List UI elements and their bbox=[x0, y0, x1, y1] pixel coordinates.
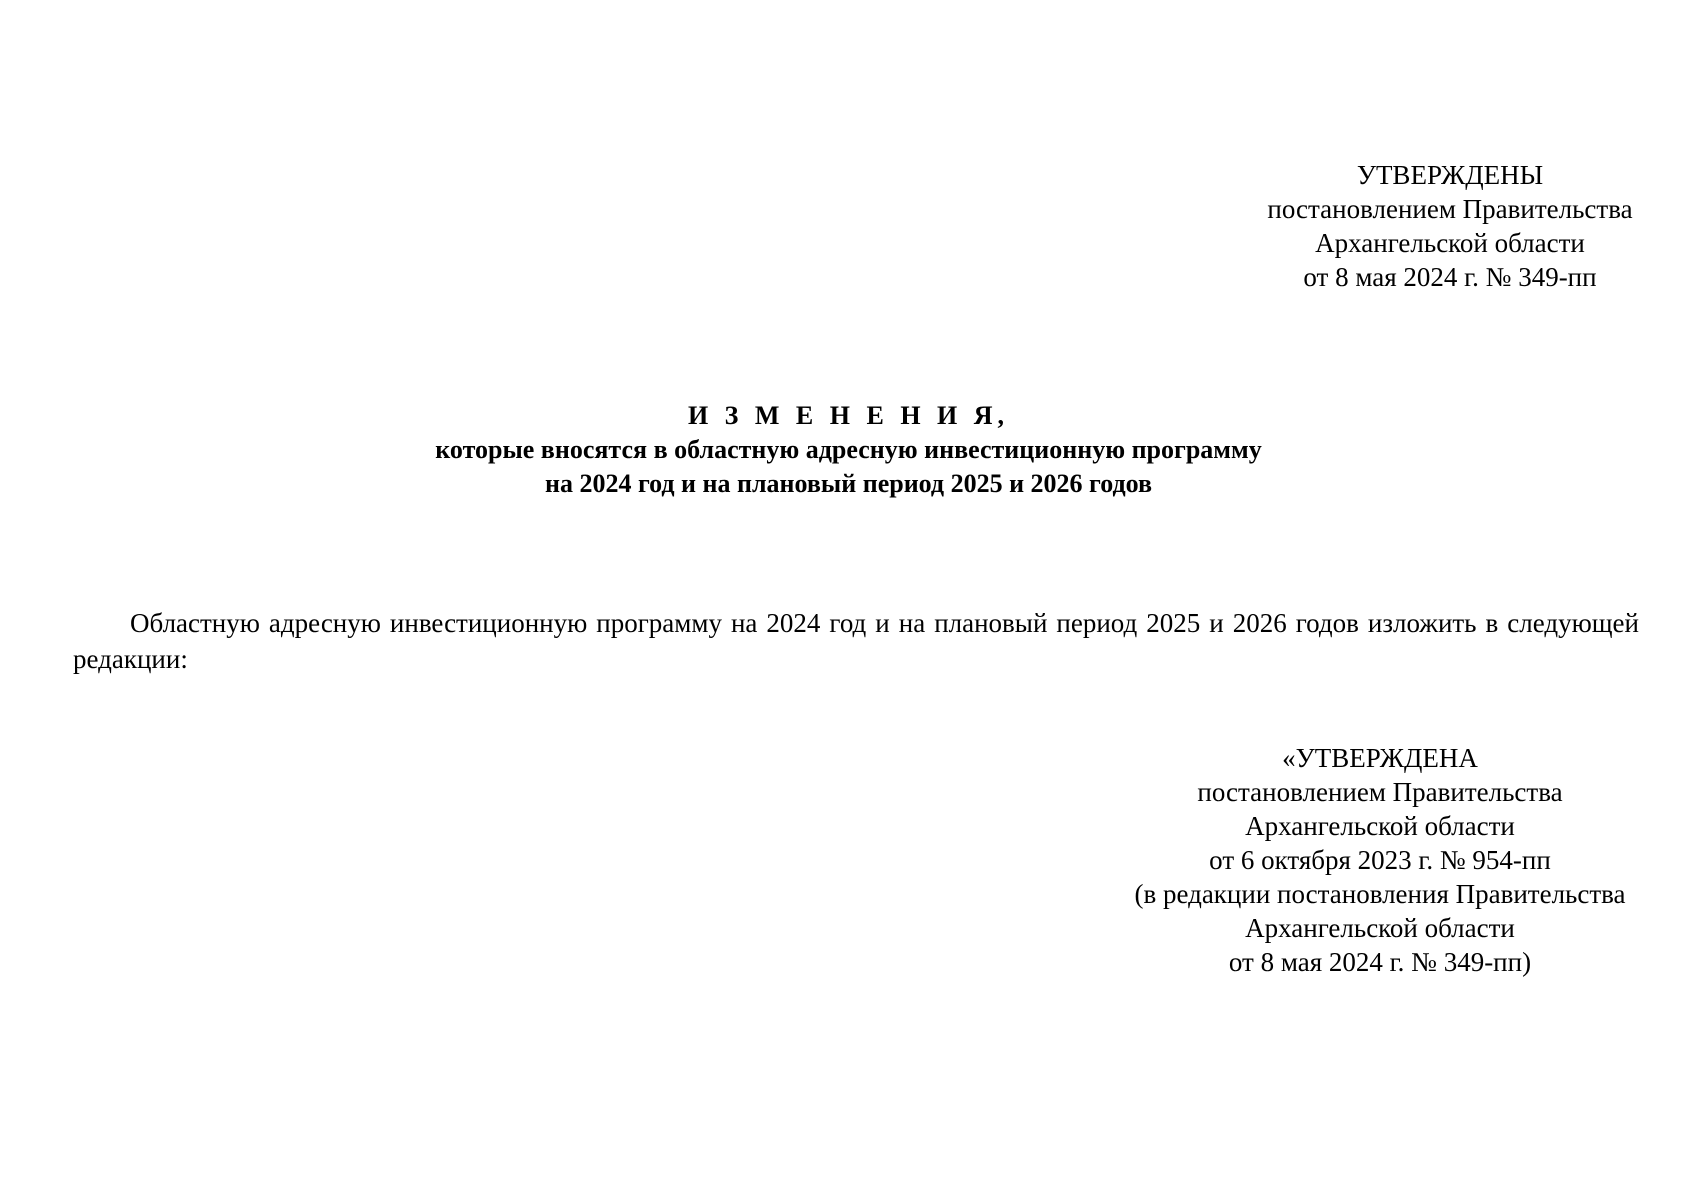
document-title bbox=[0, 399, 1697, 501]
approval-bottom-line-5: (в редакции постановления Правительства bbox=[1134, 879, 1626, 909]
title-subtitle-line-2: на 2024 год и на плановый период 2025 и 2026 годов bbox=[544, 469, 1153, 498]
title-subtitle-line-1: которые вносятся в областную адресную инвестиционную программу bbox=[435, 435, 1262, 464]
title-heading: И З М Е Н Е Н И Я, bbox=[687, 401, 1010, 430]
approval-stamp-top bbox=[1215, 158, 1685, 294]
approval-bottom-line-6: Архангельской области bbox=[1245, 913, 1515, 943]
approval-top-line-3: Архангельской области bbox=[1315, 228, 1585, 258]
approval-top-line-1: УТВЕРЖДЕНЫ bbox=[1356, 160, 1544, 190]
approval-stamp-bottom bbox=[1100, 741, 1660, 979]
approval-top-line-4: от 8 мая 2024 г. № 349-пп bbox=[1303, 262, 1597, 292]
approval-bottom-line-7: от 8 мая 2024 г. № 349-пп) bbox=[1228, 947, 1532, 977]
approval-bottom-line-3: Архангельской области bbox=[1245, 811, 1515, 841]
body-paragraph: Областную адресную инвестиционную программу на 2024 год и на плановый период 2025 и 2026 годов изложить в следующей редакции: bbox=[73, 608, 1639, 674]
approval-bottom-line-1: «УТВЕРЖДЕНА bbox=[1282, 743, 1478, 773]
approval-bottom-line-2: постановлением Правительства bbox=[1197, 777, 1563, 807]
approval-bottom-line-4: от 6 октября 2023 г. № 954-пп bbox=[1209, 845, 1551, 875]
approval-top-line-2: постановлением Правительства bbox=[1267, 194, 1633, 224]
